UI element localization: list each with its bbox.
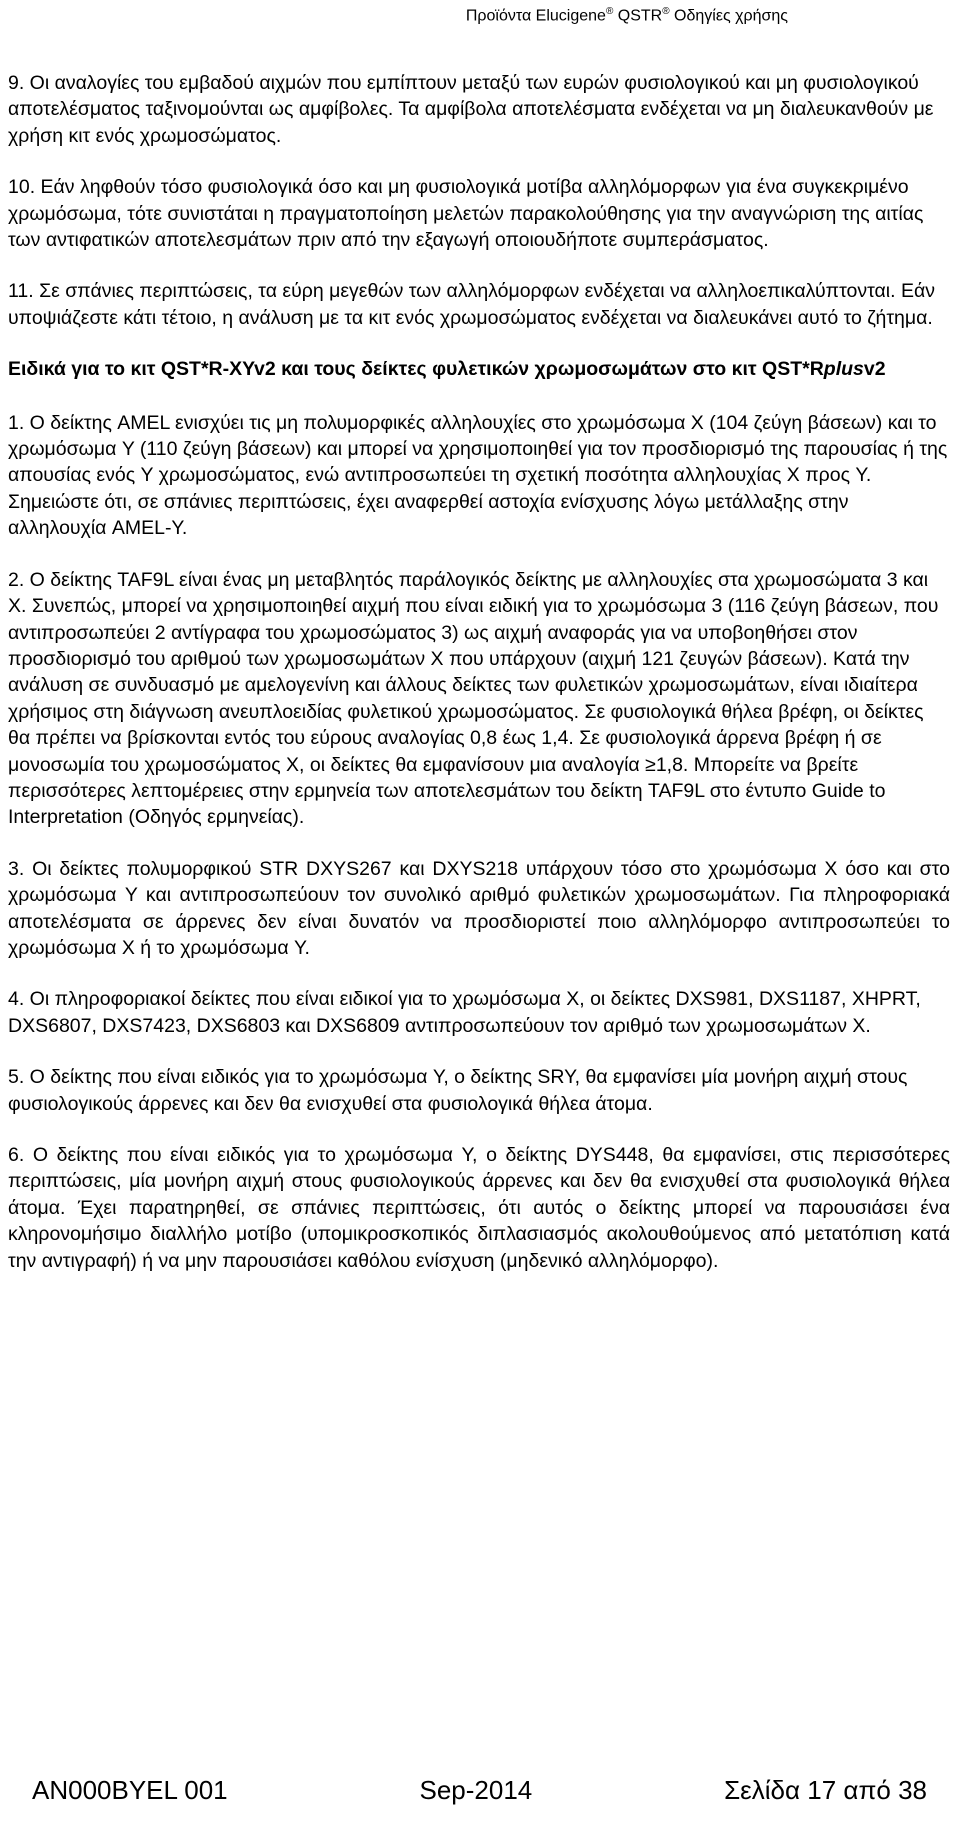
header-product-line: QSTR <box>613 7 663 25</box>
section-heading-suffix: v2 <box>863 358 886 381</box>
header-product-name: Προϊόντα Elucigene <box>465 7 606 25</box>
document-body <box>8 70 950 1299</box>
section-heading <box>8 356 950 382</box>
footer-doc-code: AN000BYEL 001 <box>32 1775 228 1805</box>
footer-date: Sep-2014 <box>419 1775 533 1805</box>
section-item-2: 2. Ο δείκτης TAF9L είναι ένας μη μεταβλητός παράλογικός δείκτης με αλληλουχίες στα χρωμοσώματα 3 και X. Συνεπώς, μπορεί να χρησιμοποιηθεί αιχμή που είναι ειδική για το χρωμόσωμα 3 (116 ζεύγη βάσεων, που αντιπροσωπεύει 2 αντίγραφα του χρωμοσώματος 3) ως αιχμή αναφοράς για να υποβοηθήσει στον προσδιορισμό του αριθμού των χρωμοσωμάτων X που υπάρχουν (αιχμή 121 ζευγών βάσεων). Κατά την ανάλυση σε συνδυασμό με αμελογενίνη και άλλους δείκτες των φυλετικών χρωμοσωμάτων, είναι ιδιαίτερα χρήσιμος στη διάγνωση ανευπλοειδίας φυλετικού χρωμοσώματος. Σε φυσιολογικά θήλεα βρέφη, οι δείκτες θα πρέπει να βρίσκονται εντός του εύρους αναλογίας 0,8 έως 1,4. Σε φυσιολογικά άρρενα βρέφη ή σε μονοσωμία του χρωμοσώματος X, οι δείκτες θα εμφανίσουν μια αναλογία ≥1,8. Μπορείτε να βρείτε περισσότερες λεπτομέρειες στην ερμηνεία των αποτελεσμάτων του δείκτη TAF9L στο έντυπο Guide to Interpretation (Οδηγός ερμηνείας). <box>8 568 939 829</box>
registered-mark: ® <box>605 6 614 17</box>
header-doc-type: Οδηγίες χρήσης <box>669 7 788 25</box>
registered-mark: ® <box>662 6 670 17</box>
paragraph-10: 10. Εάν ληφθούν τόσο φυσιολογικά όσο και μη φυσιολογικά μοτίβα αλληλόμορφων για ένα συγκεκριμένο χρωμόσωμα, τότε συνιστάται η πραγματοποίηση μελετών παρακολούθησης για την αναγνώριση της αιτίας των αντιφατικών αποτελεσμάτων πριν από την εξαγωγή οποιουδήποτε συμπεράσματος. <box>8 176 924 252</box>
header-text <box>466 6 788 25</box>
section-item-6: 6. Ο δείκτης που είναι ειδικός για το χρωμόσωμα Y, ο δείκτης DYS448, θα εμφανίσει, στις περισσότερες περιπτώσεις, μία μονήρη αιχμή στους φυσιολογικούς άρρενες και δεν θα ενισχυθεί στα φυσιολογικά θήλεα άτομα. Έχει παρατηρηθεί, σε σπάνιες περιπτώσεις, ότι αυτός ο δείκτης μπορεί να παρουσιάσει ένα κληρονομήσιμο διαλλήλο μοτίβο (υπομικροσκοπικός διπλασιασμός ακολουθούμενος από μετατόπιση κατά την αντιγραφή) ή να μην παρουσιάσει καθόλου ενίσχυση (μηδενικό αλληλόμορφο). <box>8 1144 950 1272</box>
section-item-3: 3. Οι δείκτες πολυμορφικού STR DXYS267 και DXYS218 υπάρχουν τόσο στο χρωμόσωμα X όσο και στο χρωμόσωμα Y και αντιπροσωπεύουν τον συνολικό αριθμό φυλετικών χρωμοσωμάτων. Για πληροφοριακά αποτελέσματα σε άρρενες δεν είναι δυνατόν να προσδιοριστεί ποιο αλληλόμορφο αντιπροσωπεύει το χρωμόσωμα X ή το χρωμόσωμα Y. <box>8 857 950 959</box>
section-item-5: 5. Ο δείκτης που είναι ειδικός για το χρωμόσωμα Y, ο δείκτης SRY, θα εμφανίσει μία μονήρη αιχμή στους φυσιολογικούς άρρενες και δεν θα ενισχυθεί στα φυσιολογικά θήλεα άτομα. <box>8 1066 908 1115</box>
section-item-1: 1. Ο δείκτης AMEL ενισχύει τις μη πολυμορφικές αλληλουχίες στο χρωμόσωμα X (104 ζεύγη βάσεων) και το χρωμόσωμα Y (110 ζεύγη βάσεων) και μπορεί να χρησιμοποιηθεί για τον προσδιορισμό της παρουσίας ή της απουσίας ενός Y χρωμοσώματος, ενώ αντιπροσωπεύει τη σχετική ποσότητα αλληλουχίας X προς Y. Σημειώστε ότι, σε σπάνιες περιπτώσεις, έχει αναφερθεί αστοχία ενίσχυσης λόγω μετάλλαξης στην αλληλουχία AMEL-Y. <box>8 411 948 540</box>
footer-page-number: Σελίδα 17 από 38 <box>724 1775 927 1805</box>
section-heading-italic: plus <box>823 358 864 381</box>
section-heading-text: Ειδικά για το κιτ QST*R-XYv2 και τους δείκτες φυλετικών χρωμοσωμάτων στο κιτ QST*R <box>8 358 824 381</box>
paragraph-11: 11. Σε σπάνιες περιπτώσεις, τα εύρη μεγεθών των αλληλόμορφων ενδέχεται να αλληλοεπικαλύπτονται. Εάν υποψιάζεστε κάτι τέτοιο, η ανάλυση με τα κιτ ενός χρωμοσώματος ενδέχεται να διαλευκάνει αυτό το ζήτημα. <box>8 280 935 329</box>
paragraph-9: 9. Οι αναλογίες του εμβαδού αιχμών που εμπίπτουν μεταξύ των ευρών φυσιολογικού και μη φυσιολογικού αποτελέσματος ταξινομούνται ως αμφίβολες. Τα αμφίβολα αποτελέσματα ενδέχεται να μη διαλευκανθούν με χρήση κιτ ενός χρωμοσώματος. <box>8 72 934 147</box>
section-item-4: 4. Οι πληροφοριακοί δείκτες που είναι ειδικοί για το χρωμόσωμα X, οι δείκτες DXS981, DXS1187, XHPRT, DXS6807, DXS7423, DXS6803 και DXS6809 αντιπροσωπεύουν τον αριθμό των χρωμοσωμάτων X. <box>8 988 921 1037</box>
page-footer <box>32 1775 927 1805</box>
